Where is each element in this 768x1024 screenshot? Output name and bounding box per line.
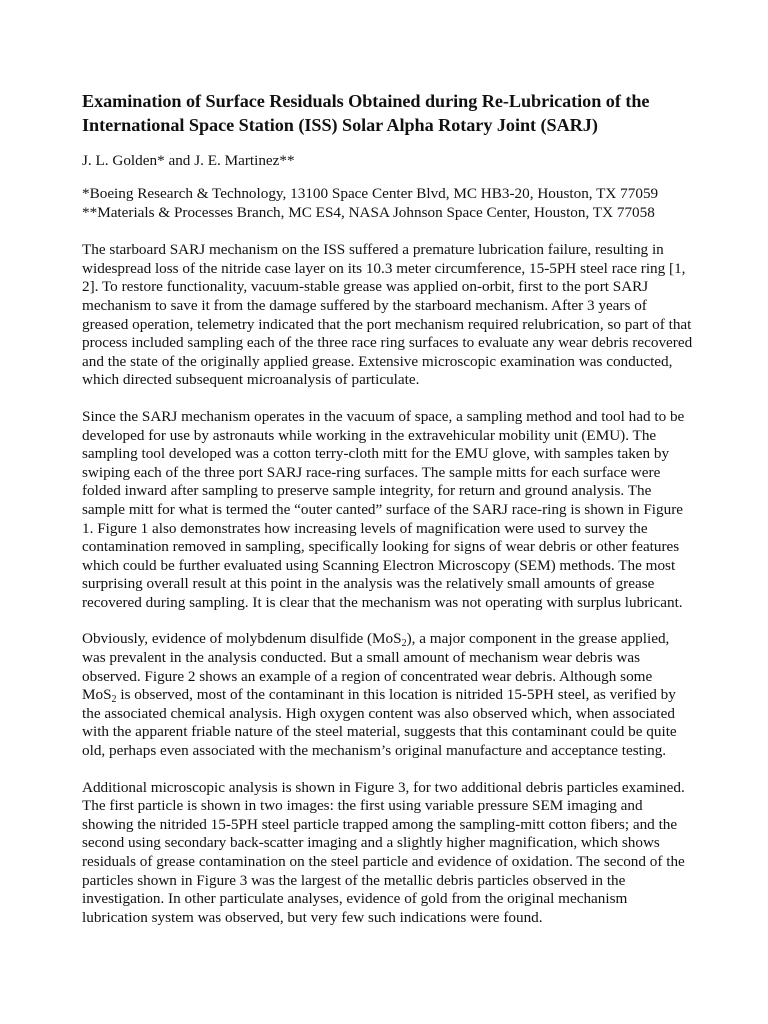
subscript-two: 2	[401, 638, 407, 650]
paragraph-4	[82, 779, 722, 928]
text-run: ), a major component in the grease applied,	[406, 630, 670, 648]
text-run: MoS	[82, 686, 112, 704]
paragraph-line: which could be further evaluated using Scanning Electron Microscopy (SEM) methods. The most	[82, 556, 676, 574]
authors-line: J. L. Golden* and J. E. Martinez**	[82, 152, 295, 169]
paragraph-line: Since the SARJ mechanism operates in the vacuum of space, a sampling method and tool had to be	[82, 407, 685, 425]
paragraph-line: recovered during sampling. It is clear that the mechanism was not operating with surplus lubricant.	[82, 593, 683, 611]
affiliation-line: *Boeing Research & Technology, 13100 Space Center Blvd, MC HB3-20, Houston, TX 77059	[82, 185, 659, 202]
paragraph-line: folded inward after sampling to preserve sample integrity, for return and ground analysis. The	[82, 482, 652, 500]
paragraph-line: particles shown in Figure 3 was the largest of the metallic debris particles observed in the	[82, 871, 626, 889]
paragraph-line: showing the nitrided 15-5PH steel particle trapped among the sampling-mitt cotton fibers; and the	[82, 815, 678, 833]
paragraph-line: greased operation, telemetry indicated that the port mechanism required relubrication, so part of that	[82, 315, 692, 333]
paragraph-line: residuals of grease contamination on the steel particle and evidence of oxidation. The second of the	[82, 853, 685, 870]
paper-title	[82, 89, 722, 137]
paragraph-3	[82, 630, 722, 760]
paragraph-line: swiping each of the three port SARJ race-ring surfaces. The sample mitts for each surface were	[82, 463, 661, 481]
paragraph-line: 2]. To restore functionality, vacuum-stable grease was applied on-orbit, first to the port SARJ	[82, 278, 649, 296]
text-run: Obviously, evidence of molybdenum disulfide (MoS	[82, 630, 402, 648]
paragraph-1	[82, 241, 722, 390]
paper-body	[82, 89, 722, 927]
paragraph-line: lubrication system was observed, but very few such indications were found.	[82, 908, 543, 926]
text-run: is observed, most of the contaminant in this location is nitrided 15-5PH steel, as verified by	[116, 686, 676, 704]
paragraph-line	[82, 686, 722, 705]
paragraph-line: investigation. In other particulate analyses, evidence of gold from the original mechanism	[82, 890, 628, 908]
paragraph-line: surprising overall result at this point in the analysis was the relatively small amounts of grease	[82, 575, 655, 593]
paragraph-line: process included sampling each of the three race ring surfaces to evaluate any wear debris recovered	[82, 334, 693, 352]
paragraph-line	[82, 630, 722, 649]
paragraph-line: observed. Figure 2 shows an example of a region of concentrated wear debris. Although some	[82, 667, 653, 685]
paragraph-line: widespread loss of the nitride case layer on its 10.3 meter circumference, 15-5PH steel race ring [1,	[82, 259, 686, 277]
paragraph-line: was prevalent in the analysis conducted. But a small amount of mechanism wear debris was	[82, 649, 640, 667]
paragraph-line: which directed subsequent microanalysis of particulate.	[82, 371, 420, 389]
paragraph-line: and the state of the originally applied grease. Extensive microscopic examination was conducted,	[82, 352, 673, 370]
paragraph-line: developed for use by astronauts while working in the extravehicular mobility unit (EMU). The	[82, 426, 657, 444]
paragraph-2	[82, 408, 722, 613]
paragraph-line: contamination removed in sampling, specifically looking for signs of wear debris or other features	[82, 538, 680, 556]
affiliation-line: **Materials & Processes Branch, MC ES4, NASA Johnson Space Center, Houston, TX 77058	[82, 203, 655, 221]
paragraph-line: second using secondary back-scatter imaging and a slightly higher magnification, which shows	[82, 834, 660, 852]
affiliations	[82, 185, 722, 222]
paragraph-line: mechanism to save it from the damage suffered by the starboard mechanism. After 3 years of	[82, 296, 647, 314]
paragraph-line: the associated chemical analysis. High oxygen content was also observed which, when associated	[82, 704, 675, 722]
paragraph-line: The starboard SARJ mechanism on the ISS suffered a premature lubrication failure, resulting in	[82, 241, 664, 259]
title-line: International Space Station (ISS) Solar Alpha Rotary Joint (SARJ)	[82, 115, 598, 135]
paragraph-line: old, perhaps even associated with the mechanism’s original manufacture and acceptance testing.	[82, 742, 667, 760]
title-line: Examination of Surface Residuals Obtained during Re-Lubrication of the	[82, 91, 650, 111]
paragraph-line: sample mitt for what is termed the “outer canted” surface of the SARJ race-ring is shown in Figure	[82, 500, 683, 518]
subscript-two: 2	[111, 694, 117, 706]
paragraph-line: Additional microscopic analysis is shown in Figure 3, for two additional debris particles examined.	[82, 778, 685, 796]
paragraph-line: with the apparent friable nature of the steel material, suggests that this contaminant could be quite	[82, 723, 677, 741]
paragraph-line: The first particle is shown in two images: the first using variable pressure SEM imaging and	[82, 797, 643, 815]
paragraph-line: sampling tool developed was a cotton terry-cloth mitt for the EMU glove, with samples taken by	[82, 445, 670, 463]
paragraph-line: 1. Figure 1 also demonstrates how increasing levels of magnification were used to survey the	[82, 519, 648, 537]
